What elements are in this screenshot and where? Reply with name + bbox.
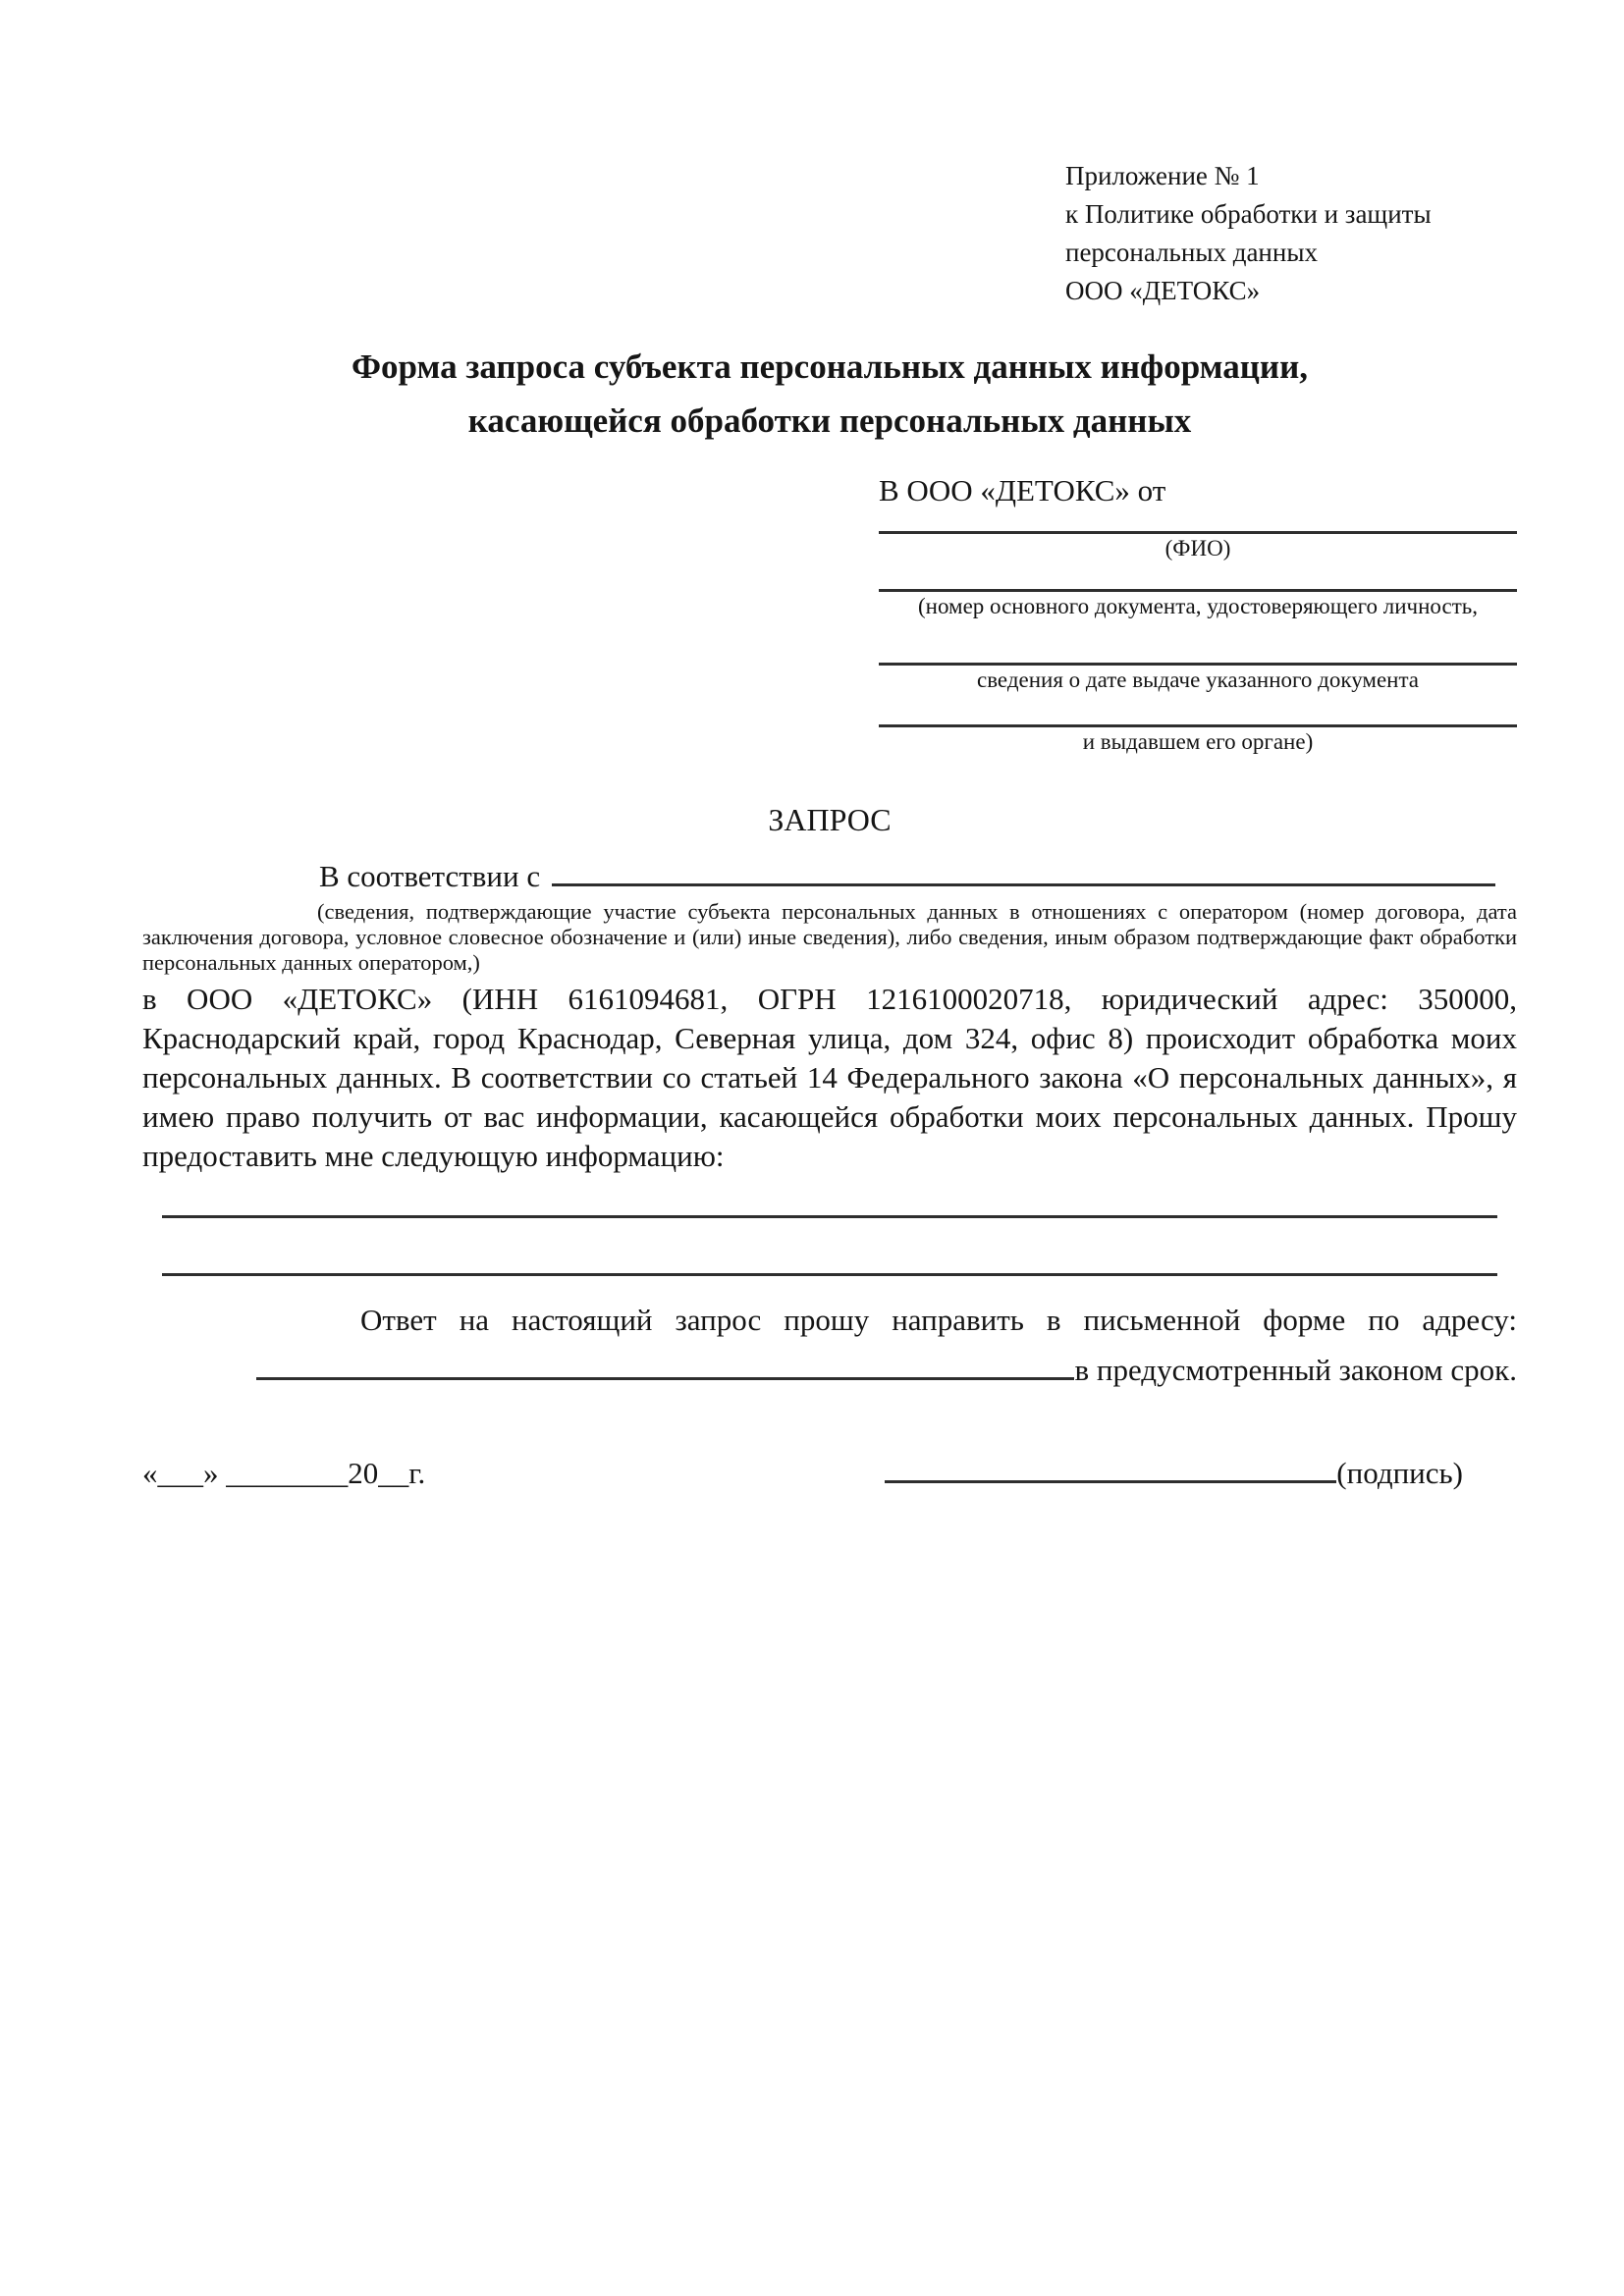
fio-caption: (ФИО) xyxy=(1164,536,1231,561)
information-blank-lines xyxy=(162,1215,1497,1276)
document-title-line2: касающейся обработки персональных данных xyxy=(467,401,1192,440)
document-number-caption: (номер основного документа, удостоверяющего личность, xyxy=(917,594,1478,618)
document-title xyxy=(142,340,1517,448)
accordance-row xyxy=(142,853,1517,897)
signature-row xyxy=(142,1450,1517,1494)
appendix-line: ООО «ДЕТОКС» xyxy=(1065,276,1261,305)
fio-field xyxy=(879,531,1517,563)
issuing-authority-caption: и выдавшем его органе) xyxy=(1082,729,1314,754)
answer-term-text: в предусмотренный законом срок. xyxy=(1074,1353,1517,1387)
appendix-block xyxy=(1065,157,1517,310)
signature-input-line[interactable] xyxy=(885,1450,1336,1483)
appendix-line: Приложение № 1 xyxy=(1065,161,1260,190)
issue-date-caption: сведения о дате выдаче указанного документа xyxy=(976,667,1420,692)
signature-caption: (подпись) xyxy=(1336,1456,1463,1490)
date-blank-text[interactable]: «___» ________20__г. xyxy=(142,1456,426,1490)
issuing-authority-field xyxy=(879,724,1517,757)
page-content xyxy=(0,157,1624,1494)
addressee-to-line: В ООО «ДЕТОКС» от xyxy=(879,473,1166,507)
answer-request-line: Ответ на настоящий запрос прошу направить в письменной форме по адресу: xyxy=(360,1303,1517,1337)
appendix-line: к Политике обработки и защиты xyxy=(1065,199,1432,229)
appendix-line: персональных данных xyxy=(1065,238,1318,267)
request-heading: ЗАПРОС xyxy=(768,802,892,837)
accordance-label: В соответствии с xyxy=(319,859,541,893)
answer-address-row xyxy=(142,1347,1517,1391)
accordance-input-line[interactable] xyxy=(552,853,1495,886)
information-input-line-2[interactable] xyxy=(162,1273,1497,1276)
document-number-field xyxy=(879,589,1517,621)
accordance-fine-print: (сведения, подтверждающие участие субъекта персональных данных в отношениях с оператором (номер договора, дата заключения договора, условное словесное обозначение и (или) иные сведения), либо сведения, иным образом подтверждающие факт обработки персональных данных оператором,) xyxy=(142,899,1517,975)
issue-date-field xyxy=(879,663,1517,695)
request-body-paragraph: в ООО «ДЕТОКС» (ИНН 6161094681, ОГРН 1216100020718, юридический адрес: 350000, Краснодарский край, город Краснодар, Северная улица, дом 324, офис 8) происходит обработка моих персональных данных. В соответствии со статьей 14 Федерального закона «О персональных данных», я имею право получить от вас информации, касающейся обработки моих персональных данных. Прошу предоставить мне следующую информацию: xyxy=(142,982,1517,1173)
addressee-block xyxy=(879,469,1517,757)
answer-address-input-line[interactable] xyxy=(256,1347,1074,1380)
information-input-line-1[interactable] xyxy=(162,1215,1497,1218)
document-title-line1: Форма запроса субъекта персональных данных информации, xyxy=(351,347,1309,386)
